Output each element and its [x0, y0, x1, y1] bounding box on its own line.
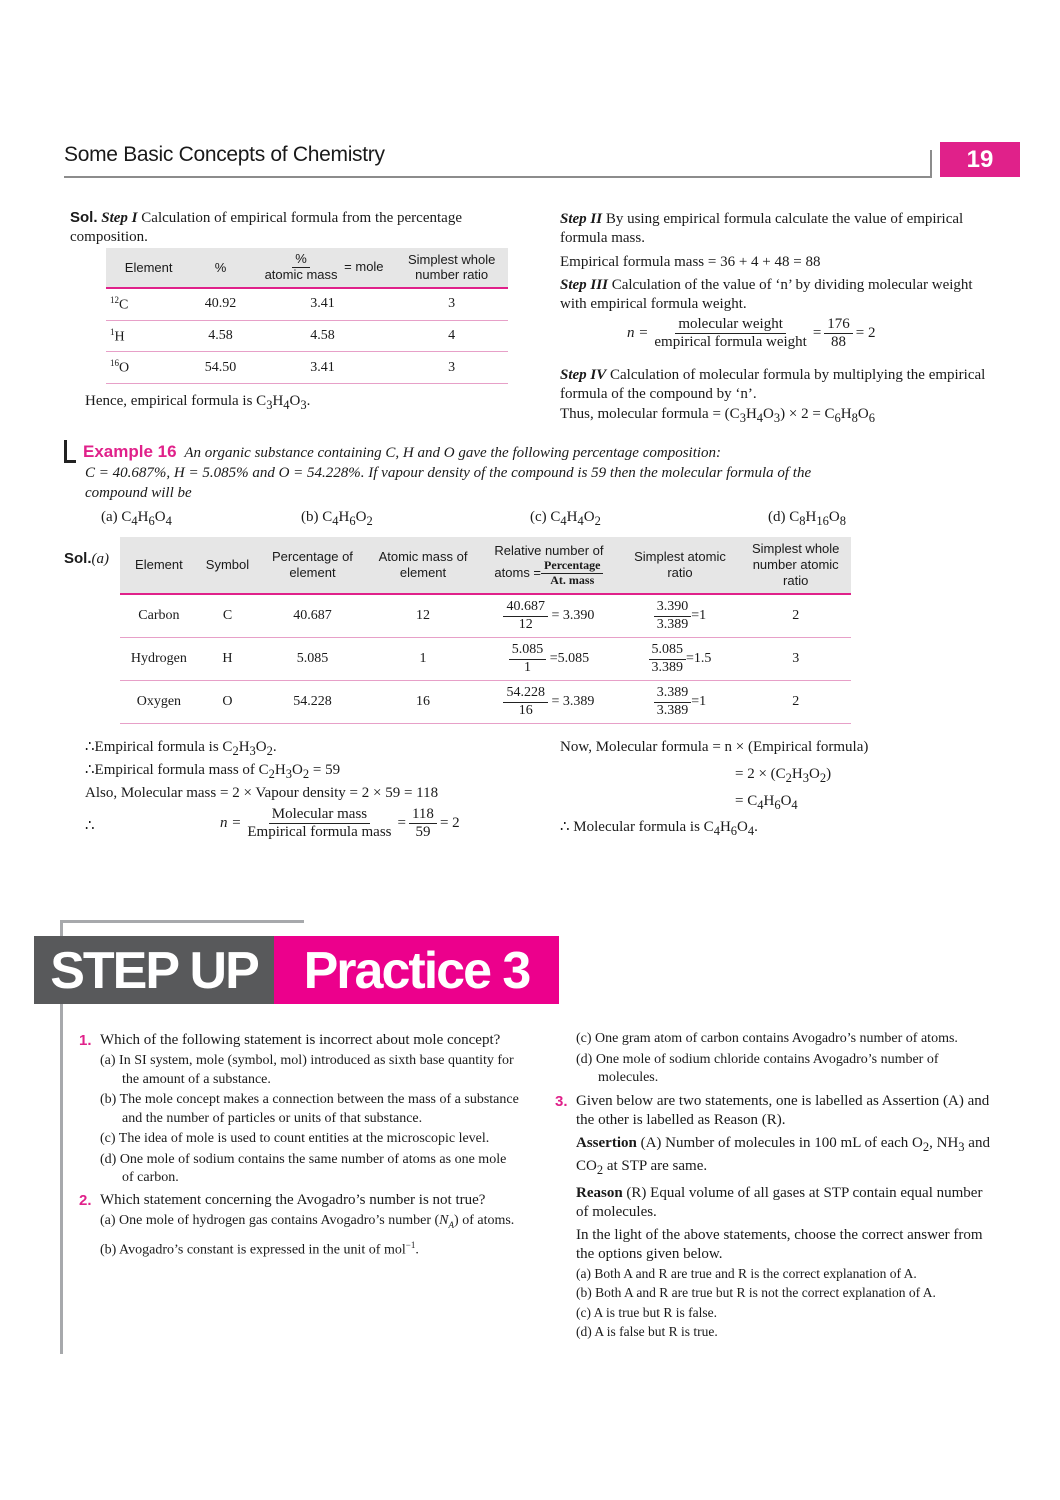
n-equation-1: n = $\frac{\text{molecular weight}}{\text{empirical formula weight}}$ = $\frac{176}{88}$ = 2 [627, 316, 876, 351]
q2-option-c: (c) One gram atom of carbon contains Avogadro’s number of atoms. [576, 1031, 958, 1046]
banner-practice: Practice 3 [274, 936, 559, 1004]
option-c: (c) $C_4H_4O_2$ [530, 509, 601, 528]
example-marker [64, 440, 67, 462]
q3-option-c: (c) A is true but R is false. [576, 1304, 717, 1320]
n-equation-2: n = $\frac{\text{Molecular mass}}{\text{Empirical formula mass}}$ = $\frac{118}{59}$ = 2 [220, 806, 460, 841]
q2-option-b: (b) Avogadro’s constant is expressed in the unit of mol$^{-1}$. [100, 1239, 419, 1258]
chapter-title: Some Basic Concepts of Chemistry [64, 143, 385, 166]
sol1-step2: Step II By using empirical formula calculate the value of empirical formula mass. [560, 211, 964, 246]
banner-step-up: STEP UP [34, 936, 274, 1004]
thus-molecular: Thus, molecular formula = $(C_3H_4O_3) \times 2 = C_6H_8O_6$ [560, 406, 875, 425]
table-row: $^1$H 4.58 4.58 4 [106, 320, 508, 352]
q3-option-b: (b) Both A and R are true but R is not the correct explanation of A. [576, 1285, 936, 1300]
empirical-table [106, 248, 508, 384]
header-tick [930, 150, 932, 178]
q1-option-b: (b) The mole concept makes a connection between the mass of a substance and the number of particles or units of that substance. [100, 1092, 519, 1126]
sol1-step3: Step III Calculation of the value of ‘n’ by dividing molecular weight with empirical formula weight. [560, 277, 973, 312]
q1-option-c: (c) The idea of mole is used to count entities at the microscopic level. [100, 1131, 490, 1146]
example-marker-base [64, 460, 76, 463]
empirical-mass-line: ∴Empirical formula mass of $C_2H_3O_2 = 59$ [85, 762, 341, 781]
th-relative-number: Relative number of atoms = $\frac{\text{Percentage}}{\text{At. mass}}$ [478, 537, 619, 594]
question-3: 3. Given below are two statements, one is labelled as Assertion (A) and the other is labelled as Reason (R). [555, 1092, 990, 1128]
composition-table [120, 537, 851, 724]
practice-right-column [555, 1030, 995, 1342]
option-a: (a) $C_4H_6O_4$ [101, 509, 172, 528]
q3-option-a: (a) Both A and R are true and R is the correct explanation of A. [576, 1265, 917, 1281]
example16-question-line2: C = 40.687%, H = 5.085% and O = 54.228%. If vapour density of the compound is 59 then the molecular formula of the [85, 465, 812, 481]
banner-frame-top [60, 920, 304, 923]
th-element: Element [106, 248, 191, 288]
sol1-step4: Step IV Calculation of molecular formula by multiplying the empirical formula of the compound by ‘n’. [560, 367, 986, 402]
assertion: Assertion (A) Number of molecules in 100 mL of each $O_2$, $NH_3$ and $CO_2$ at STP are same. [576, 1134, 990, 1177]
question-2: 2. Which statement concerning the Avogadro’s number is not true? [79, 1191, 486, 1209]
table-row: Oxygen O 54.228 16 $\frac{54.228}{16}$ = 3.389 $\frac{3.389}{3.389}$ =1 2 [120, 681, 851, 724]
table-row: $^{12}$C 40.92 3.41 3 [106, 288, 508, 320]
option-d: (d) $C_8H_{16}O_8$ [768, 509, 846, 528]
practice-left-column [79, 1031, 519, 1260]
page-number: 19 [940, 142, 1020, 177]
example16-question: Example 16 An organic substance containing C, H and O gave the following percentage composition: [83, 442, 722, 461]
molecular-mass-line: Also, Molecular mass = 2 × Vapour density = 2 × 59 = 118 [85, 785, 439, 801]
th-whole-ratio: Simplest whole number atomic ratio [740, 537, 851, 594]
instruction: In the light of the above statements, choose the correct answer from the options given below. [576, 1226, 983, 1262]
q1-option-a: (a) In SI system, mole (symbol, mol) introduced as sixth base quantity for the amount of a substance. [100, 1053, 514, 1087]
sol2-label: Sol.(a) [64, 550, 110, 567]
q2-option-d: (d) One mole of sodium chloride contains Avogadro’s number of molecules. [576, 1051, 939, 1085]
question-1: 1. Which of the following statement is incorrect about mole concept? [79, 1032, 501, 1049]
conclusion-line: ∴ Molecular formula is $C_4H_6O_4$. [560, 819, 758, 838]
th-percentage: Percentage of element [257, 537, 368, 594]
table-row: $^{16}$O 54.50 3.41 3 [106, 352, 508, 384]
table-row: Carbon C 40.687 12 $\frac{40.687}{12}$ = 3.390 $\frac{3.390}{3.389}$ =1 2 [120, 594, 851, 638]
empirical-formula-line: ∴Empirical formula is $C_2H_3O_2$. [85, 739, 277, 758]
header-rule [64, 176, 932, 178]
option-b: (b) $C_4H_6O_2$ [301, 509, 373, 528]
sol1-step1: Sol. Step I Calculation of empirical formula from the percentage composition. [70, 209, 462, 245]
hence-empirical: Hence, empirical formula is $C_3H_4O_3$. [85, 393, 311, 412]
th-symbol: Symbol [198, 537, 257, 594]
th-mole: $\frac{\%}{\text{atomic mass}}$ = mole [250, 248, 396, 288]
th-simplest-ratio: Simplest atomic ratio [620, 537, 741, 594]
now-molecular-line: Now, Molecular formula = n × (Empirical formula) [560, 739, 869, 755]
mf-line2: = $2 \times (C_2H_3O_2)$ [735, 766, 832, 785]
th-element: Element [120, 537, 198, 594]
th-percent: % [191, 248, 250, 288]
therefore-symbol: ∴ [85, 818, 95, 834]
mf-line3: = $C_4H_6O_4$ [735, 793, 798, 812]
th-ratio: Simplest whole number ratio [395, 248, 508, 288]
q2-option-a: (a) One mole of hydrogen gas contains Avogadro’s number $(N_A)$ of atoms. [100, 1212, 515, 1230]
reason: Reason (R) Equal volume of all gases at STP contain equal number of molecules. [576, 1184, 983, 1220]
table-row: Hydrogen H 5.085 1 $\frac{5.085}{1}$ =5.085 $\frac{5.085}{3.389}$ =1.5 3 [120, 638, 851, 681]
q1-option-d: (d) One mole of sodium contains the same number of atoms as one mole of carbon. [100, 1151, 507, 1185]
th-atomic-mass: Atomic mass of element [368, 537, 479, 594]
q3-option-d: (d) A is false but R is true. [576, 1324, 718, 1339]
emp-mass-line: Empirical formula mass = 36 + 4 + 48 = 88 [560, 254, 821, 270]
example16-question-line3: compound will be [85, 485, 192, 501]
